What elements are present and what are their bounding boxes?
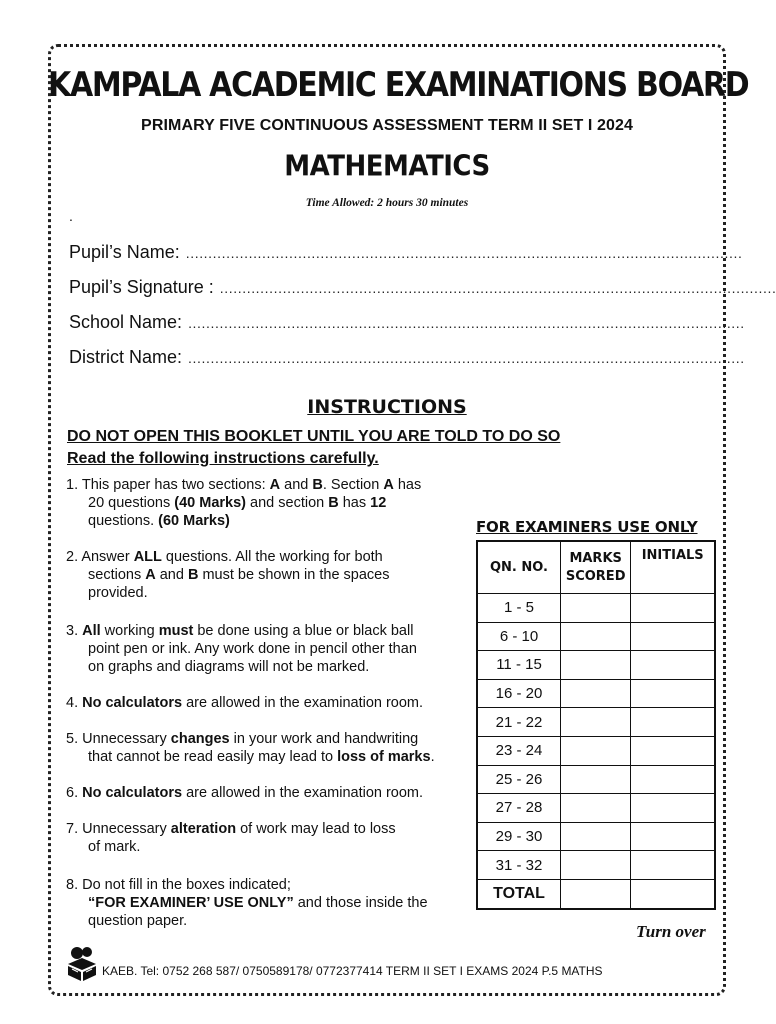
instruction-item <box>66 622 476 676</box>
instruction-line: 6. No calculators are allowed in the examination room. <box>66 785 424 801</box>
initials-cell <box>631 622 715 651</box>
table-row <box>477 651 715 680</box>
marks-scored-cell <box>561 594 631 623</box>
instruction-item <box>66 876 476 930</box>
marks-scored-cell <box>561 822 631 851</box>
marks-scored-cell <box>561 794 631 823</box>
instruction-line: questions. (60 Marks) <box>88 513 230 529</box>
instruction-item <box>66 548 476 602</box>
instruction-item <box>66 730 476 766</box>
instruction-line: 20 questions (40 Marks) and section B has 12 <box>88 495 387 511</box>
field-leader: ............................................................................................................................ <box>188 315 745 331</box>
marks-scored-cell <box>561 736 631 765</box>
instruction-line: “FOR EXAMINER’ USE ONLY” and those inside the <box>88 895 428 911</box>
initials-cell <box>631 794 715 823</box>
question-range-cell: 1 - 5 <box>477 594 561 623</box>
instruction-item <box>66 694 476 712</box>
field-leader: ............................................................................................................................ <box>219 280 776 296</box>
instructions-heading: INSTRUCTIONS <box>307 396 467 418</box>
instruction-line: 5. Unnecessary changes in your work and handwriting <box>66 731 419 747</box>
subject-title: MATHEMATICS <box>284 150 490 183</box>
field-label: School Name: <box>69 312 183 332</box>
question-range-cell: 31 - 32 <box>477 851 561 880</box>
question-range-cell: 29 - 30 <box>477 822 561 851</box>
instruction-item <box>66 784 476 802</box>
marks-scored-cell <box>561 851 631 880</box>
pupil-name-field[interactable] <box>69 242 743 263</box>
table-row <box>477 736 715 765</box>
question-range-cell: 16 - 20 <box>477 679 561 708</box>
question-range-cell: 23 - 24 <box>477 736 561 765</box>
question-range-cell: 21 - 22 <box>477 708 561 737</box>
question-range-cell: 25 - 26 <box>477 765 561 794</box>
field-label: Pupil’s Signature : <box>69 277 214 297</box>
assessment-subtitle: PRIMARY FIVE CONTINUOUS ASSESSMENT TERM II SET I 2024 <box>141 117 633 134</box>
table-row <box>477 679 715 708</box>
table-row <box>477 708 715 737</box>
instruction-line: question paper. <box>88 913 188 929</box>
table-row <box>477 622 715 651</box>
stray-dot: . <box>69 208 73 224</box>
examiners-table <box>476 540 716 910</box>
footer-contact: KAEB. Tel: 0752 268 587/ 0750589178/ 0772377414 TERM II SET I EXAMS 2024 P.5 MATHS <box>102 964 603 978</box>
instruction-line: 3. All working must be done using a blue or black ball <box>66 623 414 639</box>
instruction-line: point pen or ink. Any work done in pencil other than <box>88 641 417 657</box>
initials-cell <box>631 736 715 765</box>
table-row <box>477 851 715 880</box>
table-row <box>477 594 715 623</box>
time-allowed: Time Allowed: 2 hours 30 minutes <box>305 197 469 209</box>
table-header-row <box>477 541 715 594</box>
instruction-line: 7. Unnecessary alteration of work may lead to loss <box>66 821 396 837</box>
initials-cell <box>631 594 715 623</box>
field-leader: ............................................................................................................................ <box>185 245 743 261</box>
table-row <box>477 765 715 794</box>
field-leader: ............................................................................................................................ <box>188 350 745 366</box>
instruction-line: 1. This paper has two sections: A and B. Section A has <box>66 477 422 493</box>
instruction-line: 8. Do not fill in the boxes indicated; <box>66 877 291 893</box>
marks-scored-cell <box>561 679 631 708</box>
school-name-field[interactable] <box>69 312 745 333</box>
marks-scored-cell <box>561 708 631 737</box>
pupil-signature-field[interactable] <box>69 277 776 298</box>
board-title: KAMPALA ACADEMIC EXAMINATIONS BOARD <box>48 66 749 106</box>
marks-scored-cell <box>561 651 631 680</box>
table-row <box>477 879 715 908</box>
header-marks-scored: MARKS SCORED <box>561 541 631 594</box>
header-initials: INITIALS <box>631 541 715 594</box>
instruction-line: sections A and B must be shown in the spaces <box>88 567 390 583</box>
question-range-cell: 11 - 15 <box>477 651 561 680</box>
initials-cell <box>631 651 715 680</box>
read-carefully-note: Read the following instructions carefully. <box>67 450 379 467</box>
header-qn-no: QN. NO. <box>477 541 561 594</box>
instruction-line: 4. No calculators are allowed in the examination room. <box>66 695 424 711</box>
instruction-item <box>66 476 476 530</box>
initials-cell <box>631 851 715 880</box>
initials-cell <box>631 879 715 908</box>
marks-scored-cell <box>561 879 631 908</box>
table-row <box>477 794 715 823</box>
instruction-line: of mark. <box>88 839 141 855</box>
instruction-line: that cannot be read easily may lead to loss of marks. <box>88 749 435 765</box>
initials-cell <box>631 679 715 708</box>
field-label: District Name: <box>69 347 183 367</box>
field-label: Pupil’s Name: <box>69 242 180 262</box>
instruction-line: 2. Answer ALL questions. All the working for both <box>66 549 383 565</box>
initials-cell <box>631 708 715 737</box>
initials-cell <box>631 765 715 794</box>
table-row <box>477 822 715 851</box>
question-range-cell: TOTAL <box>477 879 561 908</box>
instruction-line: provided. <box>88 585 148 601</box>
do-not-open-warning: DO NOT OPEN THIS BOOKLET UNTIL YOU ARE TOLD TO DO SO <box>67 428 561 445</box>
instruction-line: on graphs and diagrams will not be marked. <box>88 659 370 675</box>
question-range-cell: 6 - 10 <box>477 622 561 651</box>
marks-scored-cell <box>561 765 631 794</box>
instruction-item <box>66 820 476 856</box>
initials-cell <box>631 822 715 851</box>
question-range-cell: 27 - 28 <box>477 794 561 823</box>
district-name-field[interactable] <box>69 347 745 368</box>
examiners-title: FOR EXAMINERS USE ONLY <box>476 518 698 536</box>
turn-over-note: Turn over <box>636 922 706 941</box>
marks-scored-cell <box>561 622 631 651</box>
examiners-table-body <box>477 594 715 909</box>
kaeb-logo-icon <box>66 944 98 982</box>
